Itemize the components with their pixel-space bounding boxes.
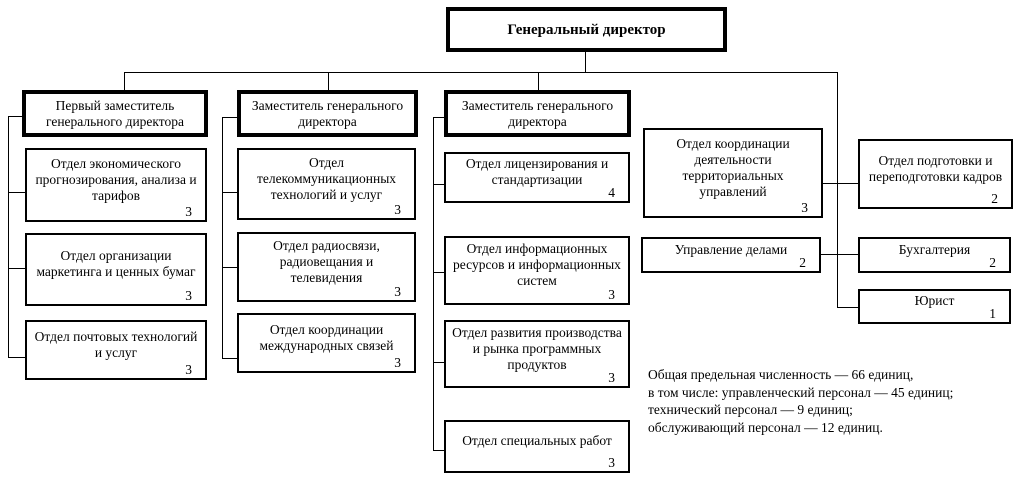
connector-line <box>222 267 237 268</box>
box-dept-marketing-securities <box>25 233 207 306</box>
connector-line <box>585 52 586 72</box>
box-general-director <box>446 7 727 52</box>
connector-line <box>822 183 858 184</box>
staffing-note-line: в том числе: управленческий персонал — 45 единиц; <box>648 384 954 400</box>
box-label: Отдел экономического прогнозирования, анализа и тарифов <box>35 155 197 203</box>
connector-line <box>8 116 9 357</box>
connector-line <box>433 117 444 118</box>
box-lawyer <box>858 289 1011 324</box>
connector-line <box>538 72 539 90</box>
box-label: Отдел подготовки и переподготовки кадров <box>868 152 1003 184</box>
box-deputy-director-3 <box>444 90 631 137</box>
connector-line <box>8 116 22 117</box>
box-label: Отдел радиосвязи, радиовещания и телевидения <box>273 237 380 285</box>
box-label: Отдел телекоммуникационных технологий и услуг <box>256 154 397 202</box>
box-dept-software-market <box>444 320 630 388</box>
box-dept-economic-forecasting <box>25 148 207 222</box>
box-label: Отдел лицензирования и стандартизации <box>465 156 609 187</box>
box-label: Генеральный директор <box>507 21 666 38</box>
headcount: 3 <box>185 204 192 219</box>
headcount: 2 <box>991 191 998 206</box>
headcount: 3 <box>394 202 401 217</box>
box-first-deputy-director <box>22 90 208 137</box>
box-dept-special-works <box>444 420 630 473</box>
connector-line <box>8 192 25 193</box>
box-dept-information-resources <box>444 236 630 305</box>
headcount: 4 <box>608 185 615 200</box>
box-dept-licensing-standardization <box>444 152 630 203</box>
connector-line <box>433 450 444 451</box>
connector-line <box>821 254 858 255</box>
box-dept-telecom-technologies <box>237 148 416 220</box>
connector-line <box>837 307 858 308</box>
box-label: Отдел специальных работ <box>462 433 612 448</box>
box-label: Юрист <box>914 293 955 308</box>
headcount: 1 <box>989 306 996 321</box>
staffing-note <box>648 366 1035 436</box>
connector-line <box>222 358 237 359</box>
headcount: 3 <box>608 287 615 302</box>
box-dept-international-relations <box>237 313 416 373</box>
box-dept-postal-technologies <box>25 320 207 380</box>
connector-line <box>433 184 444 185</box>
box-label: Отдел развития производства и рынка программных продуктов <box>452 324 622 372</box>
box-dept-radio-tv <box>237 232 416 302</box>
headcount: 2 <box>799 255 806 270</box>
connector-line <box>124 72 125 90</box>
box-label: Отдел координации международных связей <box>259 321 394 353</box>
connector-line <box>433 272 444 273</box>
staffing-note-line: Общая предельная численность — 66 единиц, <box>648 367 914 382</box>
connector-line <box>222 117 237 118</box>
headcount: 3 <box>394 355 401 370</box>
connector-line <box>8 268 25 269</box>
box-label: Отдел организации маркетинга и ценных бумаг <box>36 248 196 279</box>
headcount: 3 <box>394 284 401 299</box>
box-label: Заместитель генерального директора <box>461 97 614 129</box>
headcount: 3 <box>608 455 615 470</box>
box-deputy-director-2 <box>237 90 418 137</box>
staffing-note-line: технический персонал — 9 единиц; <box>648 402 853 417</box>
box-label: Первый заместитель генерального директора <box>45 97 185 129</box>
box-label: Бухгалтерия <box>898 241 971 257</box>
connector-line <box>8 357 25 358</box>
headcount: 3 <box>608 370 615 385</box>
box-administration-office <box>641 237 821 273</box>
box-label: Отдел координации деятельности территориальных управлений <box>676 135 790 199</box>
connector-line <box>222 192 237 193</box>
box-accounting <box>858 237 1011 273</box>
box-dept-personnel-training <box>858 139 1013 209</box>
connector-line <box>222 117 223 358</box>
connector-line <box>433 117 434 450</box>
box-label: Управление делами <box>674 241 788 257</box>
headcount: 3 <box>185 362 192 377</box>
box-label: Отдел почтовых технологий и услуг <box>34 328 198 360</box>
headcount: 3 <box>801 200 808 215</box>
headcount: 2 <box>989 255 996 270</box>
connector-line <box>837 72 838 308</box>
connector-line <box>328 72 329 90</box>
connector-line <box>124 72 838 73</box>
box-dept-territorial-coordination <box>643 128 823 218</box>
staffing-note-line: обслуживающий персонал — 12 единиц. <box>648 419 883 435</box>
connector-line <box>433 362 444 363</box>
headcount: 3 <box>185 288 192 303</box>
box-label: Заместитель генерального директора <box>251 97 404 129</box>
box-label: Отдел информационных ресурсов и информационных систем <box>453 241 621 288</box>
